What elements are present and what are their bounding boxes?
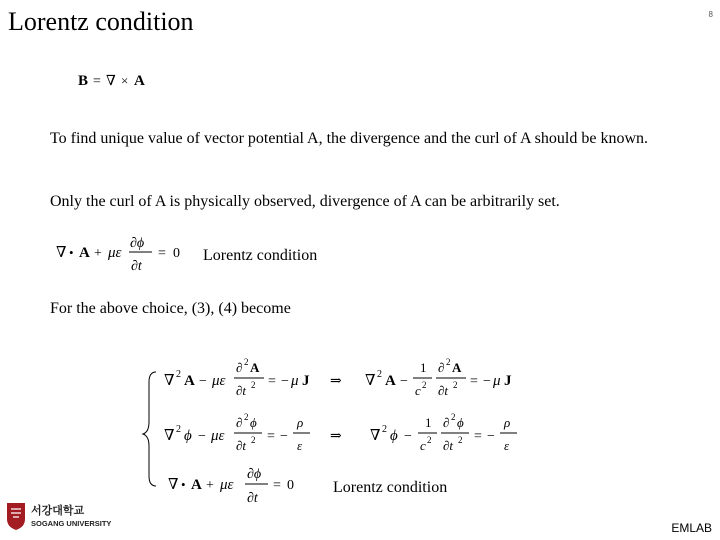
eq-operator-equals: = <box>93 74 101 89</box>
paragraph-unique-potential: To find unique value of vector potential A, the divergence and the curl of A should be known. <box>50 130 648 147</box>
svg-text:−: − <box>404 429 412 444</box>
svg-text:2: 2 <box>446 357 451 367</box>
svg-text:2: 2 <box>244 412 249 422</box>
svg-text:ϕ: ϕ <box>184 428 192 444</box>
svg-text:2: 2 <box>251 380 256 390</box>
svg-text:1: 1 <box>425 415 432 430</box>
svg-text:2: 2 <box>458 435 463 445</box>
university-name-english: SOGANG UNIVERSITY <box>31 519 112 528</box>
svg-text:=: = <box>474 429 482 444</box>
svg-text:ρ: ρ <box>297 415 304 430</box>
svg-text:2: 2 <box>382 424 387 435</box>
svg-text:∇: ∇ <box>56 245 67 261</box>
svg-text:1: 1 <box>420 360 427 375</box>
svg-text:−: − <box>198 429 206 444</box>
svg-text:∂: ∂ <box>236 415 243 430</box>
svg-text:∇: ∇ <box>164 373 175 389</box>
svg-text:2: 2 <box>244 357 249 367</box>
svg-text:ϕ: ϕ <box>390 428 398 444</box>
svg-text:∂t: ∂t <box>236 438 247 453</box>
svg-text:=: = <box>470 374 478 389</box>
svg-text:=: = <box>273 478 281 493</box>
svg-text:−: − <box>400 374 408 389</box>
lorentz-condition-label: Lorentz condition <box>203 247 318 264</box>
svg-text:−: − <box>483 374 491 389</box>
svg-text:ϕ: ϕ <box>250 415 257 430</box>
svg-text:A: A <box>250 360 260 375</box>
svg-text:•: • <box>69 245 74 260</box>
svg-text:−: − <box>280 429 288 444</box>
svg-text:∇: ∇ <box>370 428 381 444</box>
svg-text:∂t: ∂t <box>131 259 142 274</box>
svg-text:+: + <box>206 478 214 493</box>
eq-symbol-a: A <box>134 73 145 89</box>
svg-text:με: με <box>108 245 122 261</box>
left-brace <box>143 372 156 486</box>
svg-text:−: − <box>199 374 207 389</box>
equation-b-curl-a <box>76 66 176 92</box>
svg-text:0: 0 <box>287 478 294 493</box>
lorentz-condition-label-system: Lorentz condition <box>333 479 448 496</box>
eq-operator-nabla: ∇ <box>106 74 116 89</box>
implies-arrow: ⇒ <box>330 374 342 389</box>
university-logo <box>4 500 112 532</box>
svg-text:J: J <box>504 373 512 389</box>
university-name-korean: 서강대학교 <box>31 505 85 517</box>
svg-text:∂: ∂ <box>236 360 243 375</box>
svg-text:2: 2 <box>422 380 427 390</box>
svg-text:•: • <box>181 477 186 492</box>
svg-text:=: = <box>158 246 166 261</box>
svg-text:μ: μ <box>493 373 501 389</box>
eq-operator-cross: × <box>121 73 129 88</box>
svg-text:c: c <box>415 383 421 398</box>
svg-text:∂t: ∂t <box>443 438 454 453</box>
svg-text:A: A <box>452 360 462 375</box>
footer-lab-label: EMLAB <box>671 521 712 535</box>
slide-title: Lorentz condition <box>8 7 194 36</box>
equation-row-phi <box>164 412 517 453</box>
svg-text:ε: ε <box>297 438 303 453</box>
svg-text:μ: μ <box>291 373 299 389</box>
svg-text:−: − <box>281 374 289 389</box>
paragraph-curl-observed: Only the curl of A is physically observed, divergence of A can be arbitrarily set. <box>50 193 560 210</box>
svg-text:∂t: ∂t <box>236 383 247 398</box>
svg-text:A: A <box>191 477 202 493</box>
page-number: 8 <box>708 10 713 19</box>
svg-text:∇: ∇ <box>164 428 175 444</box>
svg-text:−: − <box>487 429 495 444</box>
svg-text:2: 2 <box>453 380 458 390</box>
svg-text:0: 0 <box>173 246 180 261</box>
svg-text:A: A <box>79 245 90 261</box>
svg-text:2: 2 <box>251 435 256 445</box>
svg-text:2: 2 <box>176 424 181 435</box>
svg-text:2: 2 <box>451 412 456 422</box>
svg-text:∂: ∂ <box>438 360 445 375</box>
svg-text:∇: ∇ <box>168 477 179 493</box>
svg-text:A: A <box>385 373 396 389</box>
svg-text:∇: ∇ <box>365 373 376 389</box>
svg-text:2: 2 <box>377 369 382 380</box>
paragraph-above-choice: For the above choice, (3), (4) become <box>50 300 291 317</box>
eq-symbol-b: B <box>78 73 89 89</box>
equation-row-lorentz <box>168 467 294 506</box>
svg-text:∂t: ∂t <box>438 383 449 398</box>
svg-text:c: c <box>420 438 426 453</box>
svg-text:με: με <box>211 428 225 444</box>
svg-text:=: = <box>268 374 276 389</box>
svg-text:2: 2 <box>176 369 181 380</box>
svg-text:J: J <box>302 373 310 389</box>
svg-text:∂ϕ: ∂ϕ <box>130 236 145 251</box>
svg-text:A: A <box>184 373 195 389</box>
implies-arrow: ⇒ <box>330 429 342 444</box>
svg-text:με: με <box>212 373 226 389</box>
svg-text:∂ϕ: ∂ϕ <box>247 467 262 482</box>
svg-text:∂: ∂ <box>443 415 450 430</box>
svg-text:∂t: ∂t <box>247 491 258 506</box>
svg-text:=: = <box>267 429 275 444</box>
svg-text:ϕ: ϕ <box>457 415 464 430</box>
svg-text:2: 2 <box>427 435 432 445</box>
svg-text:ρ: ρ <box>504 415 511 430</box>
equation-row-a <box>164 357 512 398</box>
svg-text:+: + <box>94 246 102 261</box>
equation-lorentz-condition <box>54 230 199 276</box>
svg-text:με: με <box>220 477 234 493</box>
svg-text:ε: ε <box>504 438 510 453</box>
